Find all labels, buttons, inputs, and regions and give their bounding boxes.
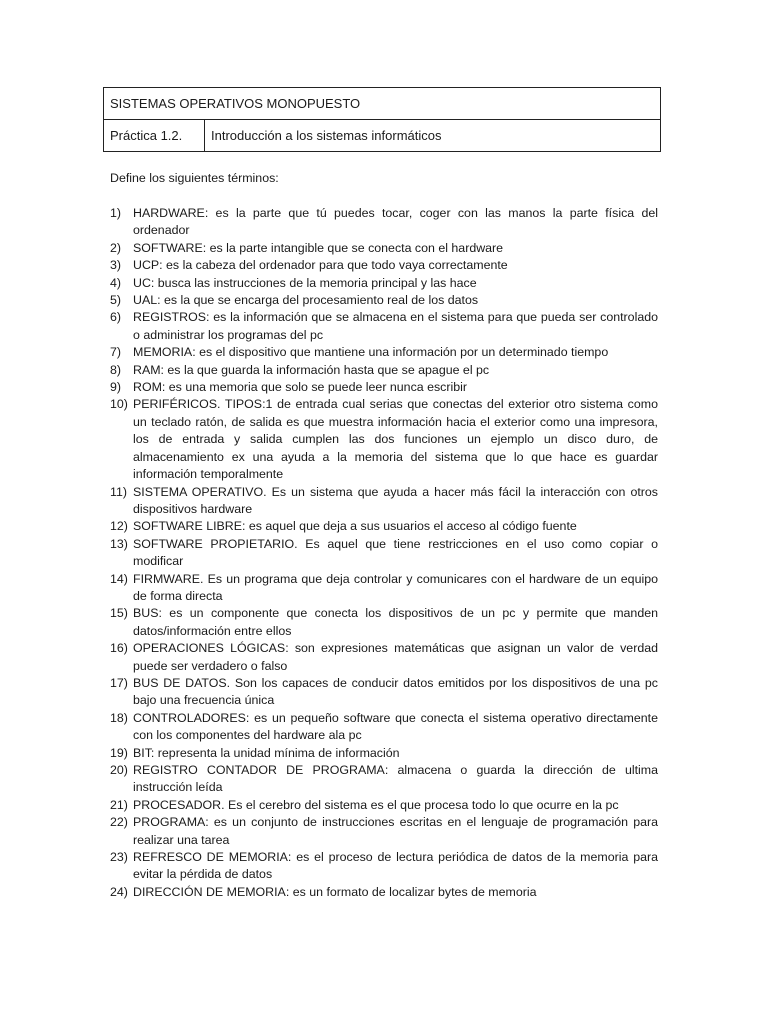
intro-text: Define los siguientes términos: xyxy=(110,171,279,185)
list-item-text: SOFTWARE PROPIETARIO. Es aquel que tiene restricciones en el uso como copiar o modificar xyxy=(133,536,658,569)
list-item-text: OPERACIONES LÓGICAS: son expresiones matemáticas que asignan un valor de verdad puede ser verdadero o falso xyxy=(133,641,658,673)
list-item xyxy=(110,240,658,257)
list-item-number: 19) xyxy=(110,745,128,760)
list-item-text: CONTROLADORES: es un pequeño software que conecta el sistema operativo directamente con los componentes del hardware ala pc xyxy=(133,710,658,743)
list-item-number: 9) xyxy=(110,380,122,395)
list-item xyxy=(110,292,658,309)
list-item xyxy=(110,396,658,483)
document-title: SISTEMAS OPERATIVOS MONOPUESTO xyxy=(104,88,661,120)
list-item xyxy=(110,675,658,710)
list-item xyxy=(110,640,658,675)
list-item xyxy=(110,536,658,571)
list-item xyxy=(110,814,658,849)
list-item xyxy=(110,309,658,344)
list-item-number: 2) xyxy=(110,240,122,255)
list-item-text: MEMORIA: es el dispositivo que mantiene una información por un determinado tiempo xyxy=(133,345,609,360)
list-item xyxy=(110,362,658,379)
list-item xyxy=(110,797,658,814)
list-item-text: UC: busca las instrucciones de la memoria principal y las hace xyxy=(133,275,477,290)
list-item xyxy=(110,762,658,797)
list-item xyxy=(110,849,658,884)
list-item-text: PERIFÉRICOS. TIPOS:1 de entrada cual serias que conectas del exterior otro sistema como un teclado ratón, de salida es que muestra información hacia el exterior como una impresora, los de entrada y salida cumplen las dos funciones un ejemplo un disco duro, de almacenamiento ex una ayuda a la memoria del sistema que lo que hace es guardar información temporalmente xyxy=(133,397,658,482)
list-item-number: 15) xyxy=(110,606,128,621)
list-item-number: 11) xyxy=(110,484,127,499)
list-item xyxy=(110,884,658,901)
list-item-text: ROM: es una memoria que solo se puede leer nunca escribir xyxy=(133,380,468,395)
list-item-number: 14) xyxy=(110,571,128,586)
list-item xyxy=(110,518,658,535)
terms-list xyxy=(110,205,658,901)
list-item-text: PROCESADOR. Es el cerebro del sistema es el que procesa todo lo que ocurre en la pc xyxy=(133,797,619,812)
list-item-number: 23) xyxy=(110,850,128,865)
list-item-number: 12) xyxy=(110,519,128,534)
list-item-text: BUS: es un componente que conecta los dispositivos de un pc y permite que manden datos/información entre ellos xyxy=(133,606,658,638)
header-table xyxy=(103,87,661,152)
list-item-number: 22) xyxy=(110,815,128,830)
list-item-text: SOFTWARE: es la parte intangible que se conecta con el hardware xyxy=(133,240,504,255)
list-item-text: RAM: es la que guarda la información hasta que se apague el pc xyxy=(133,362,490,377)
list-item-number: 4) xyxy=(110,275,122,290)
list-item xyxy=(110,379,658,396)
list-item-text: UAL: es la que se encarga del procesamiento real de los datos xyxy=(133,293,479,308)
list-item xyxy=(110,605,658,640)
list-item xyxy=(110,710,658,745)
list-item-number: 8) xyxy=(110,362,122,377)
list-item xyxy=(110,484,658,519)
list-item-number: 3) xyxy=(110,258,122,273)
list-item-text: REFRESCO DE MEMORIA: es el proceso de lectura periódica de datos de la memoria para evitar la pérdida de datos xyxy=(133,850,658,882)
list-item xyxy=(110,344,658,361)
list-item-number: 17) xyxy=(110,675,128,690)
list-item xyxy=(110,205,658,240)
list-item-text: FIRMWARE. Es un programa que deja controlar y comunicares con el hardware de un equipo de forma directa xyxy=(133,571,658,603)
list-item xyxy=(110,571,658,606)
list-item-number: 5) xyxy=(110,293,122,308)
list-item-number: 20) xyxy=(110,763,128,777)
list-item-text: UCP: es la cabeza del ordenador para que todo vaya correctamente xyxy=(133,258,508,273)
list-item-text: DIRECCIÓN DE MEMORIA: es un formato de localizar bytes de memoria xyxy=(133,884,537,899)
list-item-number: 16) xyxy=(110,641,128,656)
list-item xyxy=(110,275,658,292)
practice-title: Introducción a los sistemas informáticos xyxy=(205,120,661,152)
list-item-number: 24) xyxy=(110,884,128,899)
list-item-number: 7) xyxy=(110,345,122,360)
list-item-text: SISTEMA OPERATIVO. Es un sistema que ayuda a hacer más fácil la interacción con otros dispositivos hardware xyxy=(133,484,658,516)
list-item-text: PROGRAMA: es un conjunto de instrucciones escritas en el lenguaje de programación para realizar una tarea xyxy=(133,815,658,847)
list-item xyxy=(110,257,658,274)
list-item-number: 13) xyxy=(110,536,128,551)
list-item-number: 6) xyxy=(110,310,122,325)
list-item-text: BIT: representa la unidad mínima de información xyxy=(133,745,400,760)
list-item-number: 21) xyxy=(110,797,128,812)
list-item-number: 1) xyxy=(110,206,122,220)
practice-label: Práctica 1.2. xyxy=(104,120,205,152)
list-item-number: 10) xyxy=(110,397,128,412)
list-item-text: SOFTWARE LIBRE: es aquel que deja a sus usuarios el acceso al código fuente xyxy=(133,519,577,534)
list-item-number: 18) xyxy=(110,710,128,725)
list-item xyxy=(110,745,658,762)
list-item-text: REGISTROS: es la información que se almacena en el sistema para que pueda ser controlado o administrar los programas del pc xyxy=(133,310,658,342)
list-item-text: BUS DE DATOS. Son los capaces de conducir datos emitidos por los dispositivos de una pc bajo una frecuencia única xyxy=(133,675,658,708)
list-item-text: HARDWARE: es la parte que tú puedes tocar, coger con las manos la parte física del ordenador xyxy=(133,206,658,238)
list-item-text: REGISTRO CONTADOR DE PROGRAMA: almacena o guarda la dirección de ultima instrucción leída xyxy=(133,763,658,795)
